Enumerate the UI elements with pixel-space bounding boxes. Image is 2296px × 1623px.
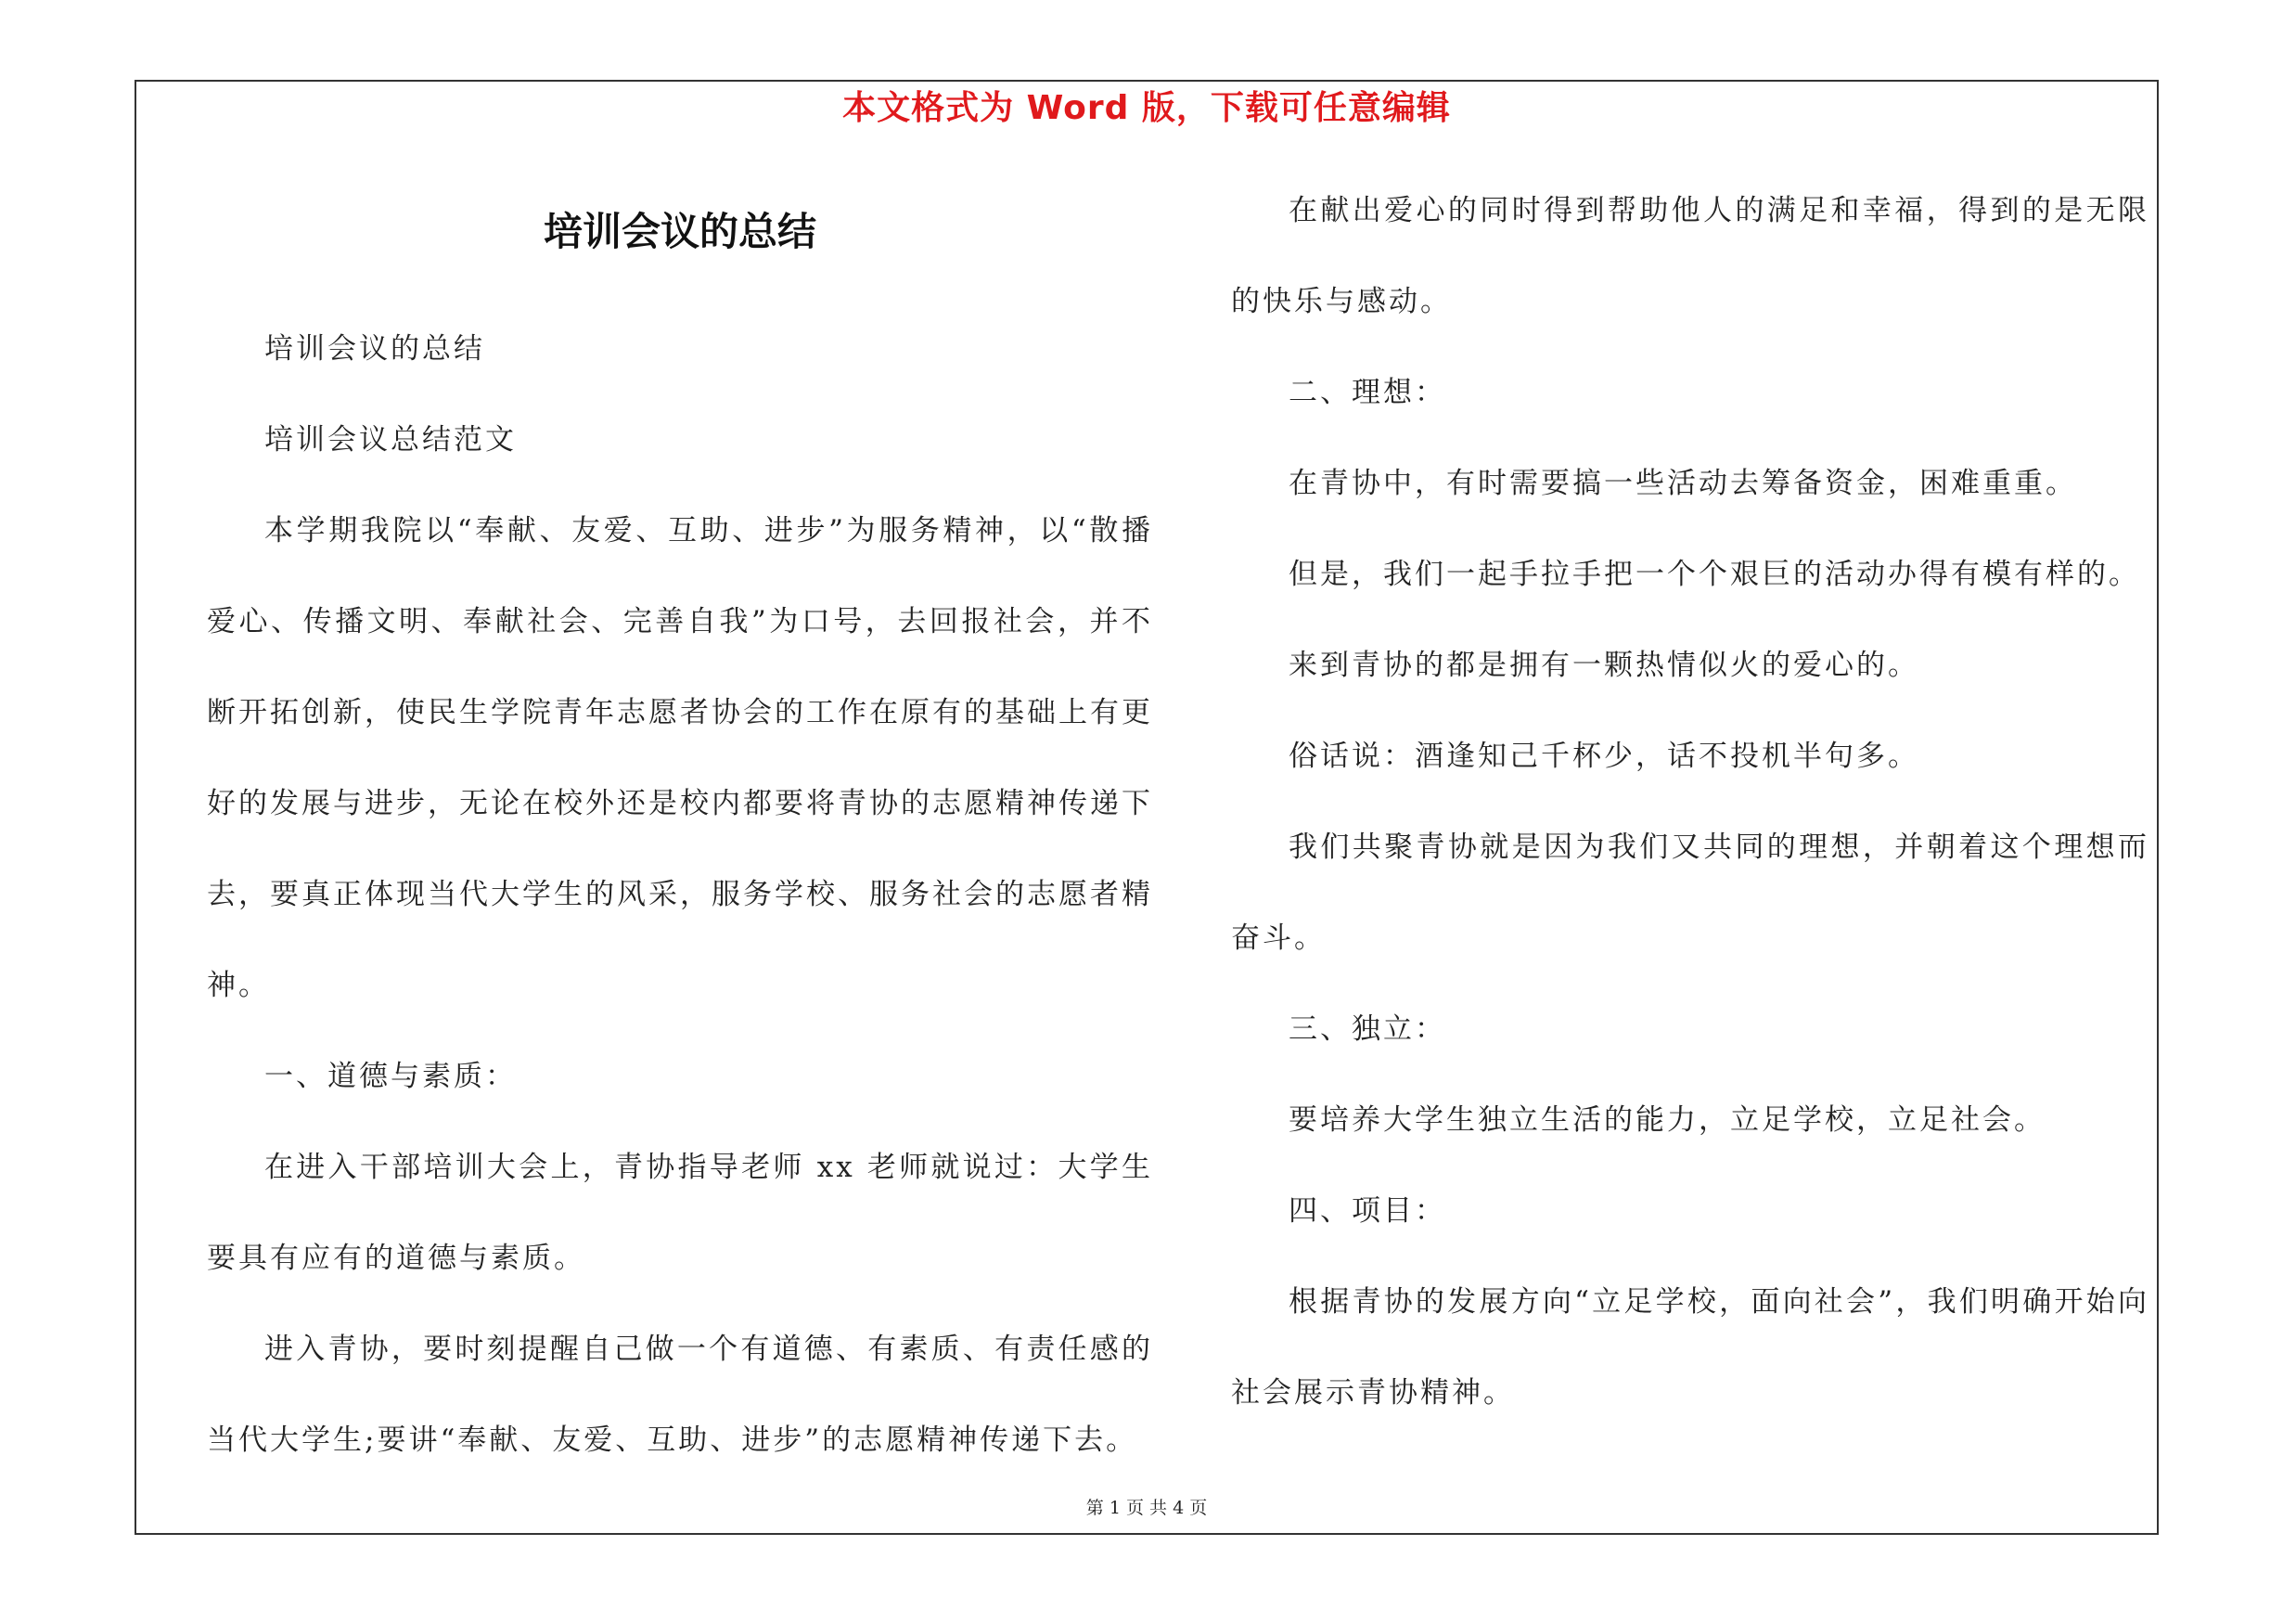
paragraph: 但是，我们一起手拉手把一个个艰巨的活动办得有模有样的。 <box>1289 558 2140 591</box>
footer-suffix: 页 <box>1189 1498 1208 1518</box>
paragraph: 在进入干部培训大会上，青协指导老师 xx 老师就说过：大学生要具有应有的道德与素质。 <box>207 1151 1153 1275</box>
paragraph: 进入青协，要时刻提醒自己做一个有道德、有素质、有责任感的当代大学生;要讲“奉献、友爱、互助、进步”的志愿精神传递下去。 <box>207 1333 1153 1457</box>
footer-prefix: 第 <box>1085 1498 1104 1518</box>
format-banner: 本文格式为 Word 版，下载可任意编辑 <box>842 89 1451 127</box>
right-column <box>1231 165 2149 1438</box>
paragraph: 培训会议的总结 <box>264 332 485 366</box>
section-heading: 三、独立： <box>1289 1012 1446 1046</box>
paragraph: 俗话说：酒逢知己千杯少，话不投机半句多。 <box>1289 740 1919 773</box>
current-page-number: 1 <box>1109 1498 1121 1518</box>
paragraph: 培训会议总结范文 <box>264 423 517 457</box>
paragraph: 在青协中，有时需要搞一些活动去筹备资金，困难重重。 <box>1289 467 2077 500</box>
footer-middle: 页 共 <box>1125 1498 1168 1518</box>
document-title: 培训会议的总结 <box>543 209 816 254</box>
paragraph: 要培养大学生独立生活的能力，立足学校，立足社会。 <box>1289 1103 2046 1137</box>
paragraph: 我们共聚青协就是因为我们又共同的理想，并朝着这个理想而奋斗。 <box>1231 831 2149 955</box>
section-heading: 四、项目： <box>1289 1194 1446 1228</box>
left-column <box>207 303 1153 1486</box>
paragraph: 根据青协的发展方向“立足学校，面向社会”，我们明确开始向社会展示青协精神。 <box>1231 1285 2149 1410</box>
page-footer <box>135 1494 2159 1522</box>
paragraph: 来到青协的都是拥有一颗热情似火的爱心的。 <box>1289 649 1919 682</box>
total-page-count: 4 <box>1173 1498 1185 1518</box>
paragraph: 本学期我院以“奉献、友爱、互助、进步”为服务精神，以“散播爱心、传播文明、奉献社会、完善自我”为口号，去回报社会，并不断开拓创新，使民生学院青年志愿者协会的工作在原有的基础上有更好的发展与进步，无论在校外还是校内都要将青协的志愿精神传递下去，要真正体现当代大学生的风采，服务学校、服务社会的志愿者精神。 <box>207 514 1153 1002</box>
section-heading: 二、理想： <box>1289 376 1446 409</box>
paragraph: 在献出爱心的同时得到帮助他人的满足和幸福，得到的是无限的快乐与感动。 <box>1231 194 2149 318</box>
section-heading: 一、道德与素质： <box>264 1060 517 1093</box>
